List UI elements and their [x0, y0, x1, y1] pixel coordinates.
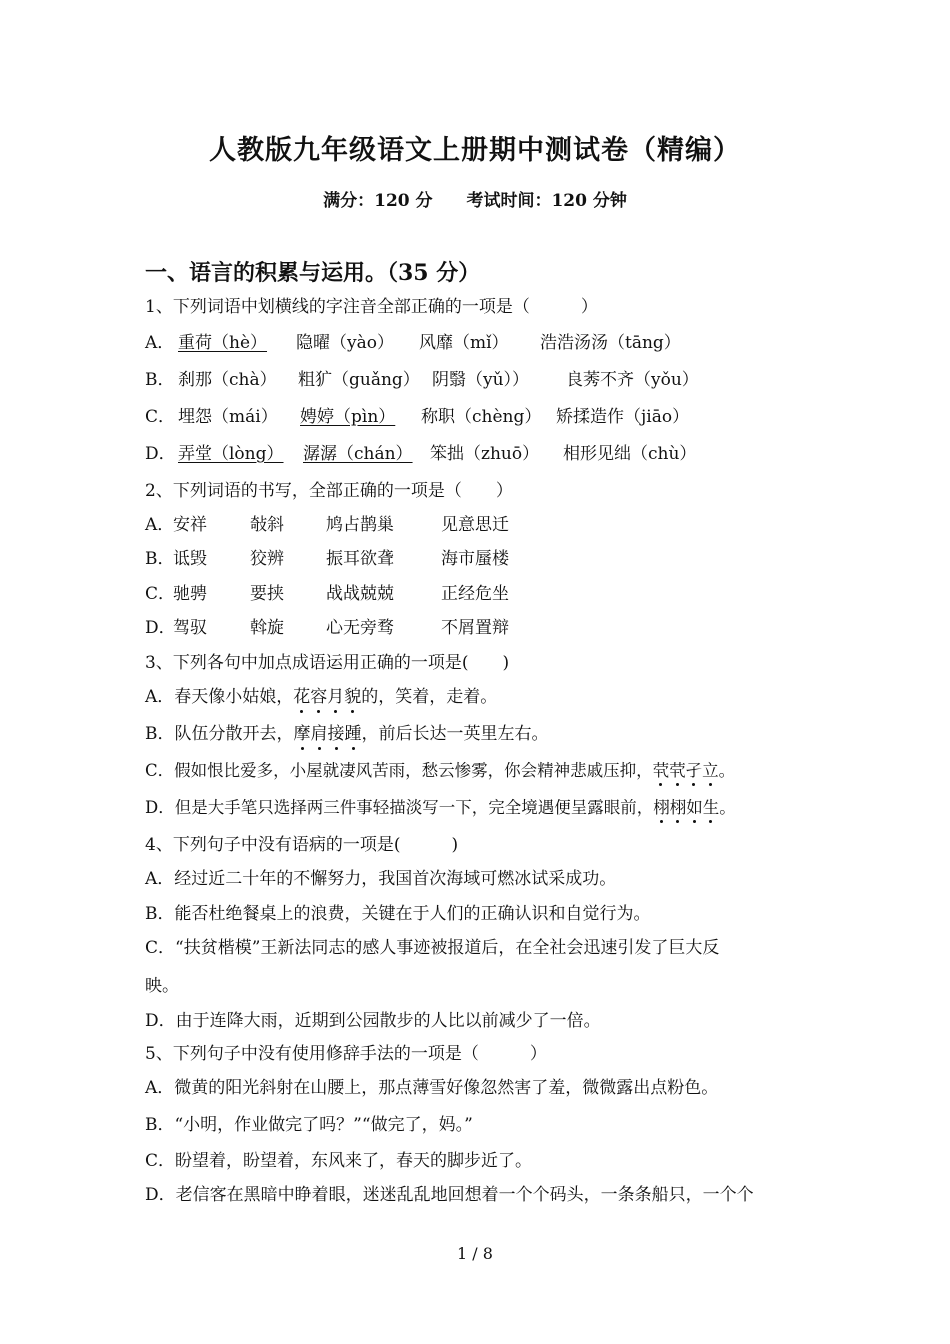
q1-c-item-1: 埋怨（mái）	[178, 407, 278, 427]
question-5-stem: 5、下列句子中没有使用修辞手法的一项是（ ）	[145, 1044, 547, 1064]
q3-b-idiom: 摩肩接踵	[293, 724, 362, 744]
q1-option-b: B． 刹那（chà） 粗犷（guǎng） 阴翳（yǔ）） 良莠不齐（yǒu）	[145, 370, 699, 390]
q3-option-a: A．春天像小姑娘，花容月貌的，笑着，走着。	[145, 687, 498, 707]
q1-b-item-3: 阴翳（yǔ））	[432, 370, 530, 390]
question-4-stem: 4、下列句子中没有语病的一项是( )	[145, 835, 459, 855]
q1-b-item-2: 粗犷（guǎng）	[298, 370, 420, 390]
q3-a-idiom: 花容月貌	[293, 687, 362, 707]
q5-option-c: C．盼望着，盼望着，东风来了，春天的脚步近了。	[145, 1151, 533, 1171]
exam-info	[0, 186, 950, 211]
q3-option-c: C．假如恨比爱多，小屋就凄风苦雨，愁云惨雾，你会精神悲戚压抑，茕茕孑立。	[145, 761, 736, 780]
q1-b-item-4: 良莠不齐（yǒu）	[566, 370, 699, 390]
q5-option-d: D．老信客在黑暗中睁着眼，迷迷乱乱地回想着一个个码头，一条条船只，一个个	[145, 1185, 754, 1205]
page-number: 1 / 8	[457, 1244, 493, 1263]
q2-option-a: A． 安祥 敧斜 鸠占鹊巢 见意思迁	[145, 515, 509, 535]
question-3-stem: 3、下列各句中加点成语运用正确的一项是( )	[145, 653, 510, 673]
q1-option-a: A． 重荷（hè） 隐曜（yào） 风靡（mǐ） 浩浩汤汤（tāng）	[145, 333, 681, 353]
q1-a-item-2: 隐曜（yào）	[296, 333, 394, 353]
exam-time: 考试时间：120 分钟	[466, 191, 627, 211]
q1-c-item-2: 娉婷（pìn）	[300, 407, 396, 427]
q3-option-d: D．但是大手笔只选择两三件事轻描淡写一下，完全境遇便呈露眼前，栩栩如生。	[145, 798, 736, 817]
q4-option-c-cont: 映。	[145, 976, 179, 996]
q1-option-d: D． 弄堂（lòng） 潺潺（chán） 笨拙（zhuō） 相形见绌（chù）	[145, 444, 697, 464]
q5-option-b: B．“小明，作业做完了吗？”“做完了，妈。”	[145, 1115, 473, 1135]
q3-d-idiom: 栩栩如生	[653, 798, 720, 817]
q4-option-a: A．经过近二十年的不懈努力，我国首次海域可燃冰试采成功。	[145, 869, 617, 889]
q1-d-item-3: 笨拙（zhuō）	[430, 444, 540, 464]
q1-c-item-4: 矫揉造作（jiāo）	[556, 407, 690, 427]
q2-option-b: B． 诋毁 狡辨 振耳欲聋 海市蜃楼	[145, 549, 509, 569]
q4-option-c: C．“扶贫楷模”王新法同志的感人事迹被报道后，在全社会迅速引发了巨大反	[145, 938, 720, 958]
q3-option-b: B．队伍分散开去，摩肩接踵，前后长达一英里左右。	[145, 724, 549, 744]
q1-a-item-1: 重荷（hè）	[178, 333, 268, 353]
q1-d-item-4: 相形见绌（chù）	[563, 444, 697, 464]
q1-d-item-1: 弄堂（lòng）	[178, 444, 284, 464]
q1-a-item-4: 浩浩汤汤（tāng）	[540, 333, 681, 353]
q1-b-item-1: 刹那（chà）	[178, 370, 277, 390]
q1-d-item-2: 潺潺（chán）	[303, 444, 413, 464]
question-2-stem: 2、下列词语的书写，全部正确的一项是（ ）	[145, 481, 513, 501]
q3-c-idiom: 茕茕孑立	[652, 761, 719, 780]
q2-option-c: C． 驰骋 要挟 战战兢兢 正经危坐	[145, 584, 509, 604]
q4-option-b: B．能否杜绝餐桌上的浪费，关键在于人们的正确认识和自觉行为。	[145, 904, 651, 924]
section-heading: 一、语言的积累与运用。（35 分）	[145, 260, 481, 286]
q2-option-d: D． 驾驭 斡旋 心无旁骛 不屑置辩	[145, 618, 509, 638]
q1-option-c: C． 埋怨（mái） 娉婷（pìn） 称职（chèng） 矫揉造作（jiāo）	[145, 407, 690, 427]
q4-option-d: D．由于连降大雨，近期到公园散步的人比以前减少了一倍。	[145, 1011, 601, 1031]
q1-c-item-3: 称职（chèng）	[421, 407, 542, 427]
full-score: 满分：120 分	[323, 191, 433, 211]
q1-a-item-3: 风靡（mǐ）	[419, 333, 509, 353]
q5-option-a: A．微黄的阳光斜射在山腰上，那点薄雪好像忽然害了羞，微微露出点粉色。	[145, 1078, 719, 1098]
question-1-stem: 1、下列词语中划横线的字注音全部正确的一项是（ ）	[145, 297, 598, 317]
page-title: 人教版九年级语文上册期中测试卷（精编）	[209, 135, 741, 166]
